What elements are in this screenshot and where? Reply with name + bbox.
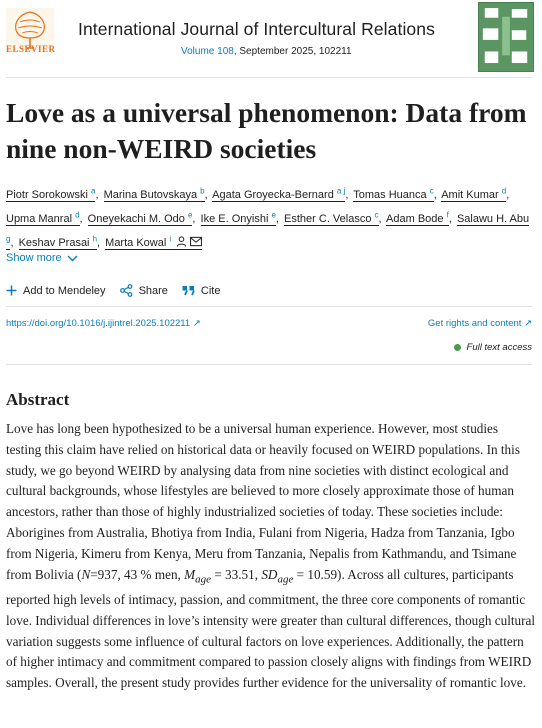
quote-icon <box>182 285 195 296</box>
article-actions <box>6 284 220 297</box>
article-title: Love as a universal phenomenon: Data from nine non-WEIRD societies <box>6 97 527 164</box>
actions-divider <box>6 306 532 307</box>
journal-issue-info <box>181 46 352 57</box>
cite-button[interactable] <box>182 284 221 297</box>
author-link[interactable]: Tomas Huanca $^c$ <box>353 186 434 201</box>
rights-content-link[interactable]: Get rights and content ↗ <box>427 318 532 329</box>
mendeley-label: Add to Mendeley <box>23 284 106 297</box>
show-more-label: Show more <box>6 252 62 264</box>
chevron-down-icon <box>67 255 78 262</box>
person-icon <box>176 236 187 247</box>
share-button[interactable] <box>120 284 168 297</box>
issue-date: , September 2025, 102211 <box>233 46 352 57</box>
show-more-button[interactable] <box>6 252 78 264</box>
envelope-icon[interactable] <box>190 236 202 247</box>
journal-title-link[interactable]: International Journal of Intercultural Relations <box>78 19 435 39</box>
author-link[interactable]: Keshav Prasai $^h$ <box>18 234 98 250</box>
author-link[interactable]: Esther C. Velasco $^c$ <box>284 210 379 226</box>
author-link[interactable]: Amit Kumar $^d$ <box>441 186 507 201</box>
abstract-text: Love has long been hypothesized to be a universal human experience. However, most studies testing this claim have relied on historical data or heavily focused on WEIRD populations. In this study, we go beyond WEIRD by analysing data from nine societies with distinct ecological and cultural backgrounds, whose lifestyles are believed to more closely approximate those of human ancestors, rather than those of highly industrialized societies of today. These societies include: Aborigines from Australia, Bhotiya from India, Fulani from Nigeria, Hadza from Tanzania, Igbo from Nigeria, Kimeru from Kenya, Meru from Tanzania, Nepalis from Kathmandu, and Tsimane from Bolivia (N=937, 43 % men, $M_{age} = 33.51$, $SD_{age} = 10.59$). Across all cultures, participants reported high levels of intimacy, passion, and commitment, the three core components of romantic love. Individual differences in love’s intensity were greater than cultural differences, though cultural variation suggests some influence of cultural factors on love experiences. Additionally, the pattern of higher intimacy and commitment compared to passion closely aligns with findings from WEIRD samples. Overall, the present study provides further evidence for the universality of romantic love. <box>6 421 536 691</box>
publisher-name: ELSEVIER <box>6 44 56 54</box>
share-icon <box>120 284 133 297</box>
author-link[interactable]: Piotr Sorokowski $^a$ <box>6 186 96 201</box>
author-link[interactable]: Salawu H. Abu $^g$ <box>6 213 529 250</box>
journal-header <box>0 0 542 75</box>
author-link[interactable]: Ike E. Onyishi $^e$ <box>200 210 276 226</box>
full-text-access-badge <box>454 342 532 353</box>
author-link-corresponding[interactable]: Marta Kowal $^i$ <box>105 237 202 250</box>
author-link[interactable]: Agata Groyecka-Bernard $^{a j}$ <box>212 186 346 201</box>
author-link[interactable]: Marina Butovskaya $^b$ <box>103 186 205 201</box>
author-link[interactable]: Adam Bode $^f$ <box>386 210 449 226</box>
header-divider <box>6 77 532 78</box>
volume-link[interactable]: Volume 108 <box>181 46 234 57</box>
journal-cover-image[interactable] <box>478 2 534 72</box>
author-link[interactable]: Upma Manral $^d$ <box>6 210 80 226</box>
share-label: Share <box>138 284 168 297</box>
access-dot-icon <box>454 344 461 351</box>
access-label: Full text access <box>466 342 532 353</box>
abstract-heading: Abstract <box>6 390 70 409</box>
plus-icon <box>6 285 17 296</box>
doi-link[interactable]: https://doi.org/10.1016/j.ijintrel.2025.102211 ↗ <box>6 318 201 329</box>
author-list: Piotr Sorokowski $^a$, Marina Butovskaya $^b$, Agata Groyecka-Bernard $^{a j}$, Tomas Huanca $^c$, Amit Kumar $^d$, Upma Manral $^d$, Oneyekachi M. Odo $^e$, Ike E. Onyishi $^e$, Esther C. Velasco $^c$, Adam Bode $^f$, Salawu H. Abu $^g$, Keshav Prasai $^h$, Marta Kowal $^i$ <box>6 186 530 250</box>
author-link[interactable]: Oneyekachi M. Odo $^e$ <box>87 210 193 226</box>
meta-divider <box>6 364 532 365</box>
add-to-mendeley-button[interactable] <box>6 284 106 297</box>
cite-label: Cite <box>200 284 221 297</box>
